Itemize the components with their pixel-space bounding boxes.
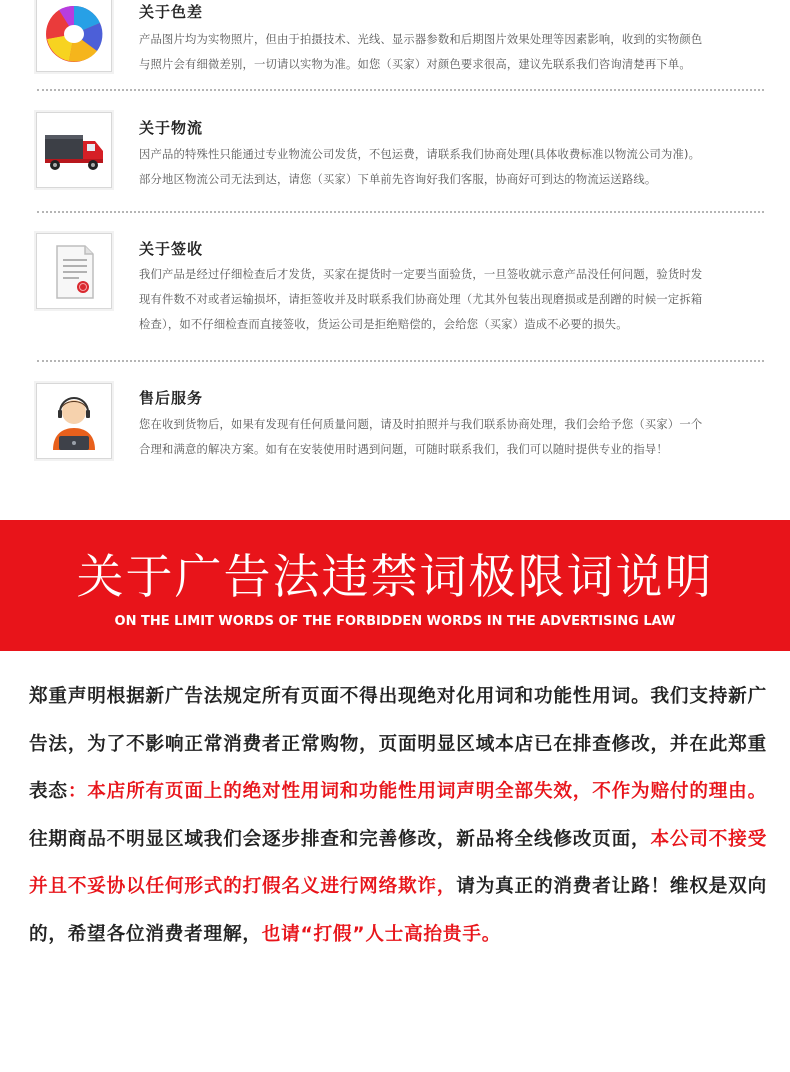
truck-thumbnail bbox=[36, 112, 112, 188]
item-text bbox=[139, 262, 764, 337]
dotted-divider bbox=[37, 211, 764, 213]
item-text-line: 因产品的特殊性只能通过专业物流公司发货，不包运费，请联系我们协商处理(具体收费标准以物流公司为准)。 bbox=[139, 148, 701, 161]
dotted-divider bbox=[37, 89, 764, 91]
item-text-line: 我们产品是经过仔细检查后才发货，买家在提货时一定要当面验货，一旦签收就示意产品没任何问题，验货时发 bbox=[139, 268, 703, 281]
item-text-line: 与照片会有细微差别，一切请以实物为准。如您（买家）对颜色要求很高，建议先联系我们咨询清楚再下单。 bbox=[139, 58, 691, 71]
service-thumbnail bbox=[36, 383, 112, 459]
banner-title: 关于广告法违禁词极限词说明 bbox=[76, 550, 714, 605]
color-wheel-thumbnail bbox=[36, 0, 112, 72]
declaration-highlight: 也请“打假”人士高抬贵手。 bbox=[261, 923, 502, 945]
item-text bbox=[139, 412, 764, 462]
delivery-truck-icon bbox=[39, 115, 109, 185]
dotted-divider bbox=[37, 360, 764, 362]
declaration-text: 请为真正的消费者让路！维权是双向的，希望各位消费者理解， bbox=[29, 876, 767, 945]
customer-service-icon bbox=[39, 386, 109, 456]
item-title: 关于物流 bbox=[139, 119, 204, 137]
item-text bbox=[139, 27, 764, 77]
declaration-text: 郑重声明根据新广告法规定所有页面不得出现绝对化用词和功能性用词。我们支持新广告法，为了不影响正常消费者正常购物，页面明显区域本店已在排查修改，并在此郑重表态 bbox=[29, 686, 767, 803]
item-text-line: 现有件数不对或者运输损坏，请拒签收并及时联系我们协商处理（尤其外包装出现磨损或是刮蹭的时候一定拆箱 bbox=[139, 293, 703, 306]
banner-subtitle: ON THE LIMIT WORDS OF THE FORBIDDEN WORDS IN THE ADVERTISING LAW bbox=[114, 614, 676, 629]
color-wheel-icon bbox=[39, 0, 109, 69]
declaration-highlight: ：本店所有页面上的绝对性用词和功能性用词声明全部失效，不作为赔付的理由。 bbox=[67, 781, 767, 803]
document-stamp-icon bbox=[39, 236, 109, 306]
document-thumbnail bbox=[36, 233, 112, 309]
declaration-text: 往期商品不明显区域我们会逐步排查和完善修改，新品将全线修改页面， bbox=[29, 828, 651, 850]
item-title: 关于色差 bbox=[139, 3, 204, 21]
declaration-paragraph bbox=[29, 673, 767, 959]
advertising-law-banner bbox=[0, 520, 790, 651]
item-text-line: 产品图片均为实物照片，但由于拍摄技术、光线、显示器参数和后期图片效果处理等因素影响，收到的实物颜色 bbox=[139, 33, 703, 46]
item-text bbox=[139, 142, 764, 192]
item-text-line: 部分地区物流公司无法到达，请您（买家）下单前先咨询好我们客服，协商好可到达的物流运送路线。 bbox=[139, 173, 657, 186]
item-title: 售后服务 bbox=[139, 389, 204, 407]
declaration-highlight: 本公司不接受并且不妥协以任何形式的打假名义进行网络欺诈， bbox=[29, 828, 767, 898]
item-text-line: 合理和满意的解决方案。如有在安装使用时遇到问题，可随时联系我们，我们可以随时提供专业的指导！ bbox=[139, 443, 668, 456]
item-text-line: 您在收到货物后，如果有发现有任何质量问题，请及时拍照并与我们联系协商处理，我们会给予您（买家）一个 bbox=[139, 418, 703, 431]
item-title: 关于签收 bbox=[139, 240, 204, 258]
item-text-line: 检查），如不仔细检查而直接签收，货运公司是拒绝赔偿的，会给您（买家）造成不必要的损失。 bbox=[139, 318, 628, 331]
